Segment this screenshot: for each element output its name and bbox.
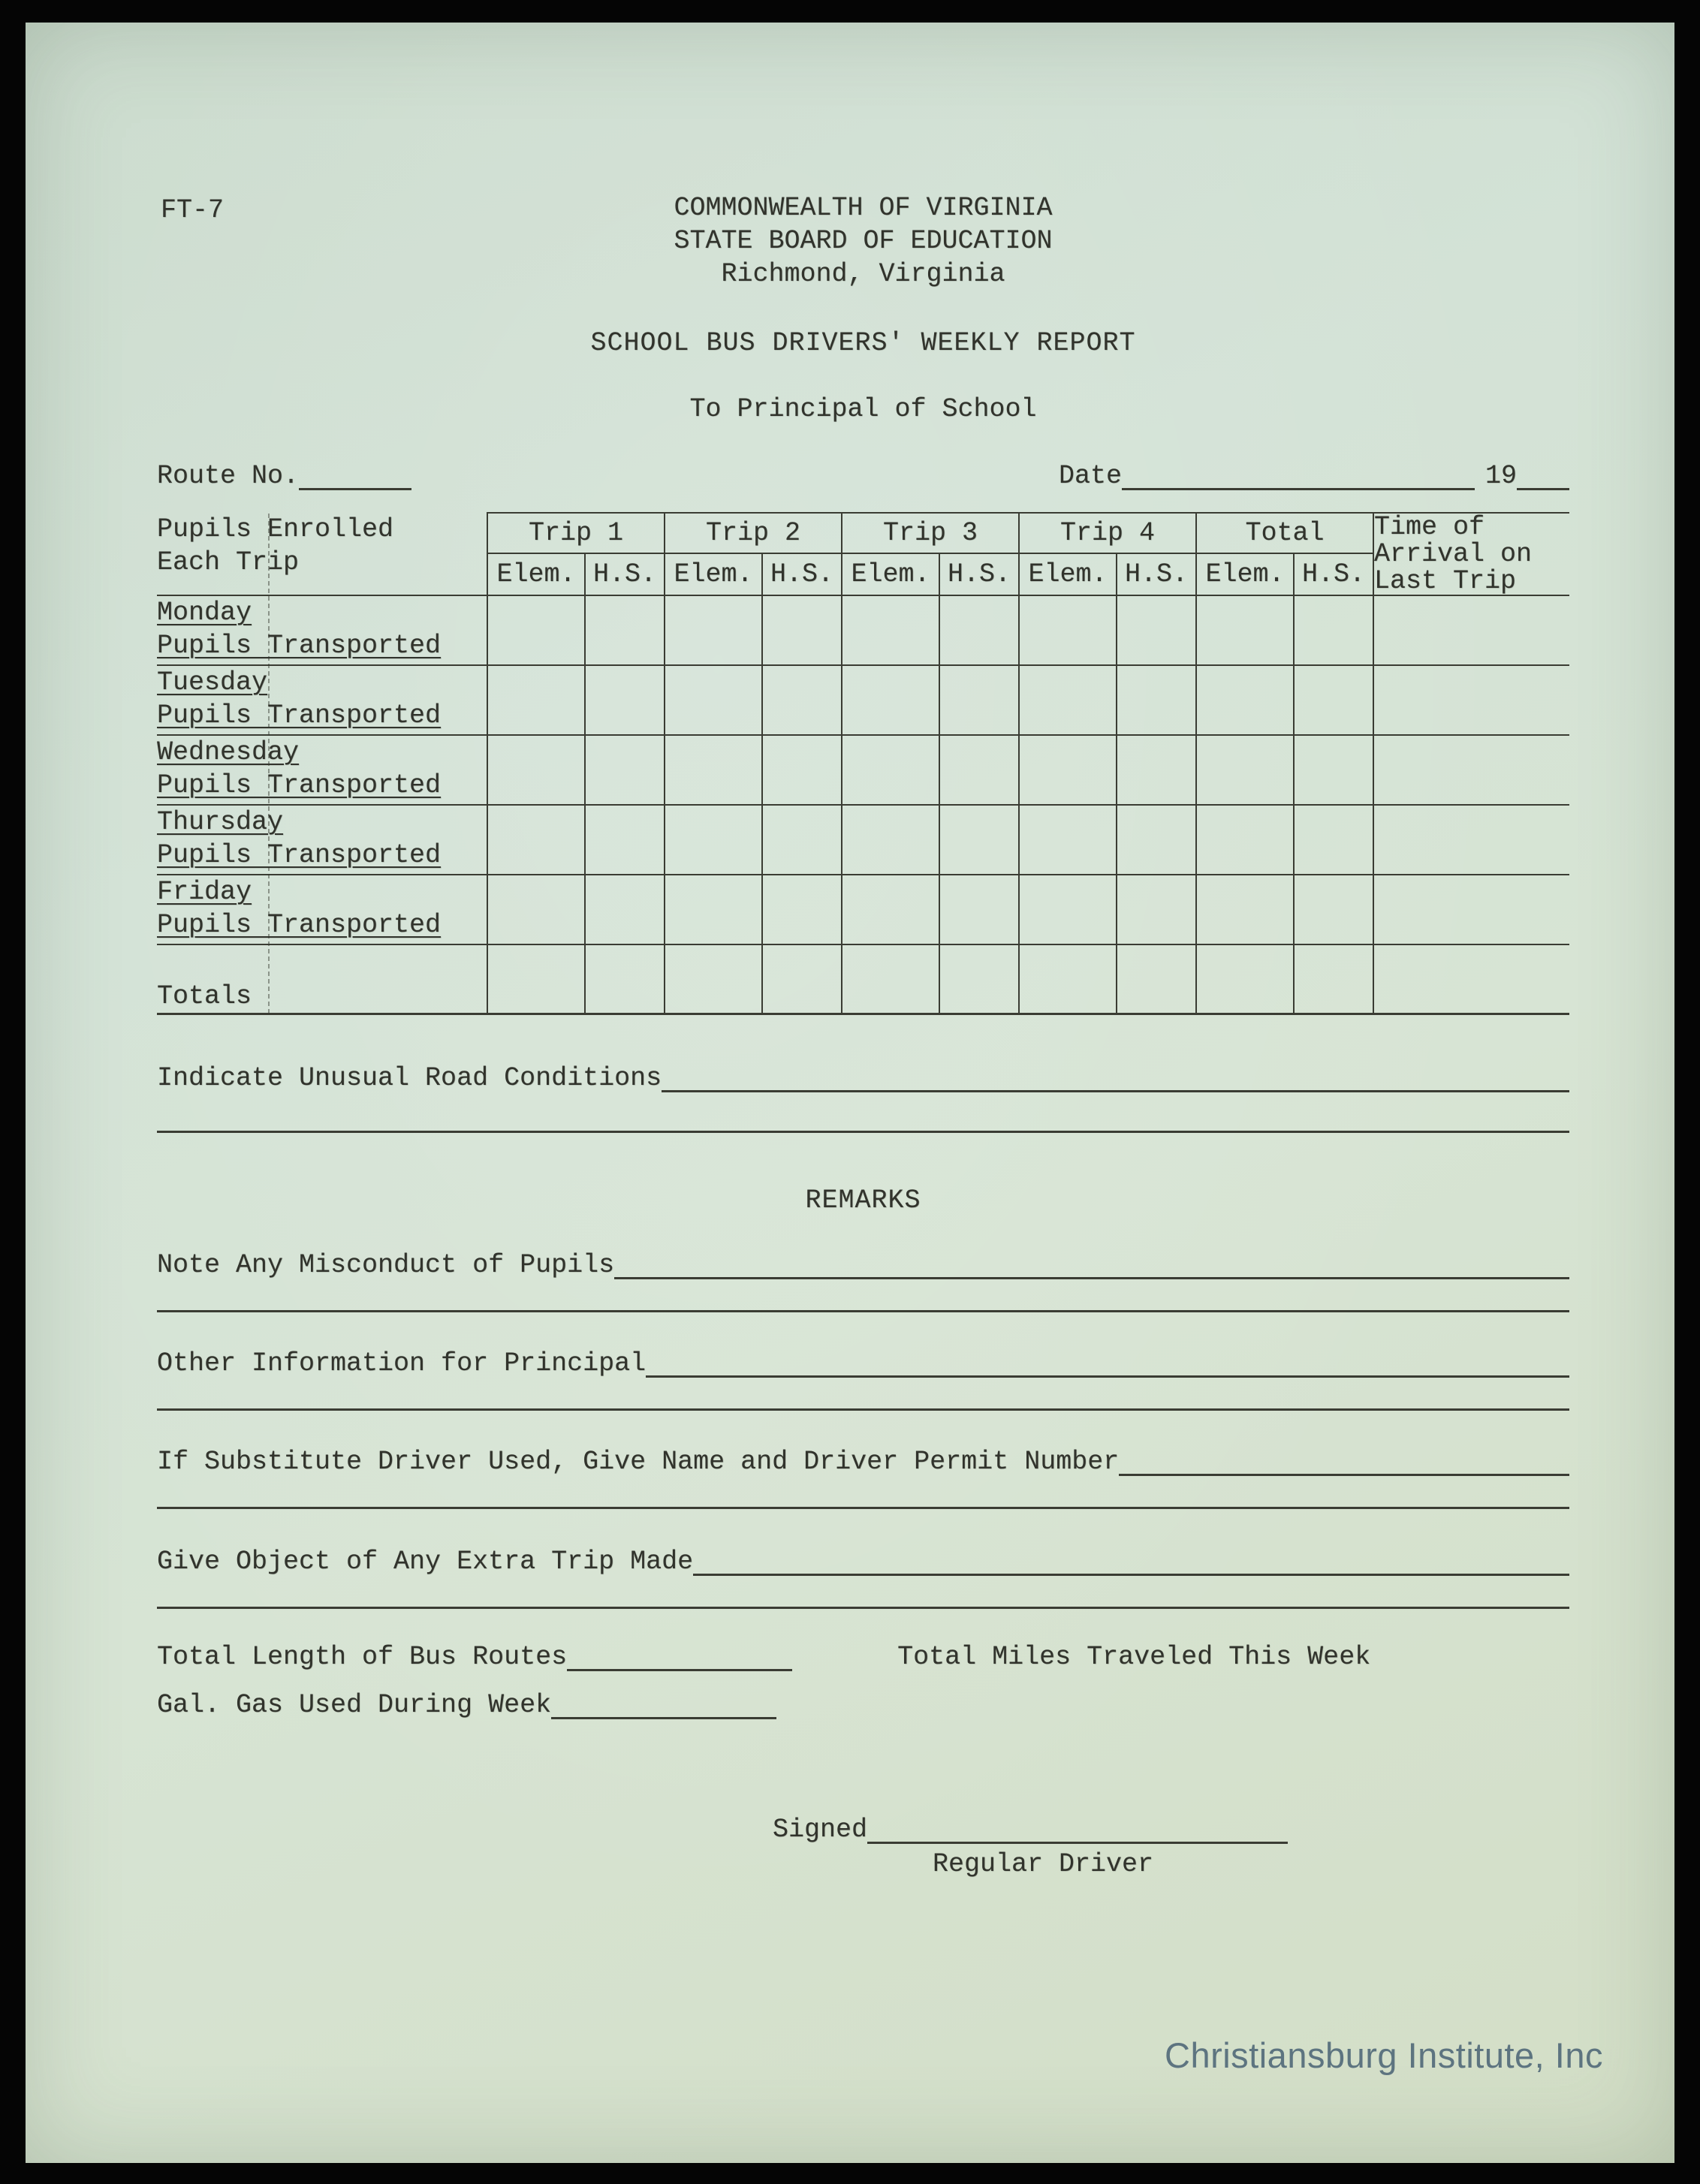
substitute-driver-field [157,1445,1569,1478]
table-cell [762,839,842,875]
transported-label-cell [157,908,487,944]
totals-label-cell [157,944,487,1014]
table-cell [1294,595,1373,629]
substitute-driver-label: If Substitute Driver Used, Give Name and Driver Permit Number [157,1446,1120,1477]
table-cell [842,629,939,665]
table-cell [665,908,762,944]
table-cell [939,629,1019,665]
table-cell [1019,839,1117,875]
ruled-line [157,1408,1569,1411]
table-cell [939,875,1019,908]
transported-label: Pupils Transported [157,840,442,870]
table-cell [487,769,585,805]
table-cell [842,665,939,699]
weekly-report-table [157,512,1569,1015]
transported-label: Pupils Transported [157,631,442,661]
table-row-transported [157,908,1569,944]
table-cell [665,944,762,1014]
table-row-transported [157,699,1569,735]
other-info-field [157,1347,1569,1380]
table-cell-time [1373,699,1569,735]
table-cell [762,875,842,908]
table-cell [665,805,762,839]
day-label-cell [157,735,487,769]
table-cell [842,735,939,769]
table-cell [762,595,842,629]
table-row-day [157,595,1569,629]
table-cell [1196,839,1294,875]
subcol-elem: Elem. [1196,553,1294,595]
transported-label-cell [157,839,487,875]
table-cell [1196,908,1294,944]
table-cell [1019,944,1117,1014]
table-cell [665,699,762,735]
table-cell [762,805,842,839]
transported-label-cell [157,769,487,805]
day-label: Monday [157,598,252,628]
day-label: Wednesday [157,737,300,767]
table-cell [1019,629,1117,665]
table-cell [1117,665,1196,699]
table-cell [939,769,1019,805]
form-code: FT-7 [161,195,225,225]
org-name: COMMONWEALTH OF VIRGINIA [674,193,1053,223]
day-label: Tuesday [157,667,268,697]
table-cell [1294,629,1373,665]
ruled-line [157,1607,1569,1609]
table-cell [1196,595,1294,629]
day-label: Thursday [157,807,284,837]
table-cell [939,595,1019,629]
subcol-elem: Elem. [487,553,585,595]
table-cell [1196,944,1294,1014]
table-cell [585,595,665,629]
table-cell [842,699,939,735]
table-row-transported [157,769,1569,805]
table-cell [762,629,842,665]
table-cell [665,595,762,629]
subcol-elem: Elem. [842,553,939,595]
table-cell [939,839,1019,875]
table-row-transported [157,629,1569,665]
transported-label-cell [157,699,487,735]
table-cell [1019,665,1117,699]
table-cell [1117,595,1196,629]
time-arrival-line2: Arrival on [1374,539,1533,569]
table-cell-time [1373,839,1569,875]
table-row-transported [157,839,1569,875]
table-cell [842,908,939,944]
subcol-elem: Elem. [1019,553,1117,595]
table-cell [1019,908,1117,944]
other-info-blank [646,1375,1569,1378]
route-no-field [157,459,411,493]
form-content [157,23,1569,2163]
table-cell [487,699,585,735]
table-cell [1117,908,1196,944]
signed-caption: Regular Driver [932,1848,1154,1879]
route-no-blank [299,488,411,490]
weekly-table-wrap [157,512,1569,1015]
transported-label: Pupils Transported [157,910,442,940]
table-cell [1196,665,1294,699]
table-cell [939,665,1019,699]
table-cell [585,875,665,908]
other-info-label: Other Information for Principal [157,1348,647,1378]
table-cell [585,908,665,944]
table-row-day [157,735,1569,769]
date-blank [1122,488,1475,490]
day-label-cell [157,595,487,629]
table-cell [762,735,842,769]
transported-label-cell [157,629,487,665]
ruled-line [157,1131,1569,1133]
extra-trip-label: Give Object of Any Extra Trip Made [157,1546,694,1577]
table-cell [1294,875,1373,908]
row-header-line2: Each Trip [157,547,300,577]
table-cell [1117,629,1196,665]
miles-week-label: Total Miles Traveled This Week [897,1641,1371,1672]
table-cell [1117,944,1196,1014]
route-no-label: Route No. [157,461,300,491]
table-cell [1117,769,1196,805]
day-label-cell [157,875,487,908]
table-cell-time [1373,908,1569,944]
table-cell-time [1373,944,1569,1014]
table-cell [842,805,939,839]
table-cell [665,875,762,908]
table-cell [1196,699,1294,735]
table-cell [1117,805,1196,839]
table-cell [487,944,585,1014]
table-cell [1019,699,1117,735]
table-cell [842,839,939,875]
col-group-total: Total [1196,513,1373,553]
table-cell [585,839,665,875]
time-arrival-line3: Last Trip [1374,566,1517,596]
gas-used-blank [551,1717,776,1719]
table-row-day [157,805,1569,839]
table-cell [487,595,585,629]
table-cell [665,629,762,665]
table-cell [762,699,842,735]
table-cell [842,595,939,629]
time-arrival-header [1373,513,1569,595]
col-group-trip4: Trip 4 [1019,513,1196,553]
date-field [1059,459,1569,493]
table-cell [487,908,585,944]
table-cell [665,665,762,699]
table-cell-time [1373,735,1569,769]
route-date-row [157,459,1569,493]
extra-trip-field [157,1545,1569,1578]
remarks-title: REMARKS [805,1185,921,1216]
transported-label: Pupils Transported [157,770,442,800]
subcol-elem: Elem. [665,553,762,595]
ruled-line [157,1310,1569,1312]
table-cell [939,805,1019,839]
table-cell [1294,735,1373,769]
time-arrival-line1: Time of [1374,512,1485,542]
table-cell [762,665,842,699]
table-cell [585,699,665,735]
table-cell [1117,699,1196,735]
day-label-cell [157,805,487,839]
misconduct-blank [614,1277,1569,1279]
table-cell [1019,595,1117,629]
table-cell [665,735,762,769]
table-cell [1294,665,1373,699]
road-conditions-label: Indicate Unusual Road Conditions [157,1062,662,1093]
table-cell [665,769,762,805]
route-length-blank [567,1669,792,1671]
table-cell [585,629,665,665]
table-cell [585,769,665,805]
table-cell-time [1373,595,1569,629]
table-cell [1294,805,1373,839]
table-cell [585,735,665,769]
day-label: Friday [157,877,252,907]
table-cell-time [1373,629,1569,665]
table-cell [665,839,762,875]
paper-sheet [26,23,1674,2163]
col-group-trip3: Trip 3 [842,513,1019,553]
transported-label: Pupils Transported [157,700,442,731]
road-conditions-blank [662,1090,1569,1092]
misconduct-label: Note Any Misconduct of Pupils [157,1249,615,1280]
col-group-trip2: Trip 2 [665,513,842,553]
table-cell [1196,735,1294,769]
signed-blank [867,1842,1288,1844]
col-group-trip1: Trip 1 [487,513,665,553]
form-title: SCHOOL BUS DRIVERS' WEEKLY REPORT [590,328,1136,358]
substitute-driver-blank [1119,1474,1569,1476]
date-label: Date [1058,461,1122,491]
row-header-cell [157,513,487,595]
totals-line-row [157,1640,1569,1673]
table-row-totals [157,944,1569,1014]
table-cell [842,944,939,1014]
table-cell [939,699,1019,735]
table-cell [1196,769,1294,805]
watermark-text: Christiansburg Institute, Inc [1165,2035,1603,2075]
subcol-hs: H.S. [1117,553,1196,595]
table-cell [762,908,842,944]
subcol-hs: H.S. [939,553,1019,595]
table-cell [1196,629,1294,665]
table-cell [1117,839,1196,875]
table-cell [1019,875,1117,908]
table-cell [1294,908,1373,944]
table-cell-time [1373,805,1569,839]
gas-used-label: Gal. Gas Used During Week [157,1689,552,1720]
form-subtitle: To Principal of School [689,394,1037,424]
subcol-hs: H.S. [1294,553,1373,595]
table-cell [1196,805,1294,839]
year-blank [1517,488,1569,490]
table-row-day [157,665,1569,699]
table-cell [487,629,585,665]
table-cell [1117,735,1196,769]
table-cell [1294,839,1373,875]
table-cell [762,944,842,1014]
year-prefix: 19 [1484,461,1517,491]
route-length-field [157,1640,792,1673]
org-department: STATE BOARD OF EDUCATION [674,226,1053,256]
table-cell [585,665,665,699]
table-cell [939,735,1019,769]
table-cell [1294,699,1373,735]
table-cell [939,944,1019,1014]
table-cell [487,735,585,769]
table-cell-time [1373,769,1569,805]
table-cell-time [1373,665,1569,699]
table-cell [487,875,585,908]
ruled-line [157,1507,1569,1509]
table-cell [842,769,939,805]
table-cell [1019,735,1117,769]
table-cell [585,944,665,1014]
table-cell [939,908,1019,944]
row-header-line1: Pupils Enrolled [157,514,394,544]
gas-used-field [157,1688,1569,1722]
table-cell [487,805,585,839]
signed-field [773,1813,1569,1846]
table-cell [1196,875,1294,908]
table-cell-time [1373,875,1569,908]
subcol-hs: H.S. [762,553,842,595]
table-cell [1294,944,1373,1014]
subcol-hs: H.S. [585,553,665,595]
table-row-day [157,875,1569,908]
extra-trip-blank [693,1574,1569,1576]
table-cell [585,805,665,839]
table-cell [1019,769,1117,805]
misconduct-field [157,1249,1569,1282]
table-cell [1019,805,1117,839]
table-cell [762,769,842,805]
table-cell [1294,769,1373,805]
miles-week-field [897,1640,1569,1673]
form-header [157,191,1569,291]
route-length-label: Total Length of Bus Routes [157,1641,568,1672]
table-cell [1117,875,1196,908]
table-cell [487,665,585,699]
day-label-cell [157,665,487,699]
road-conditions-field [157,1062,1569,1095]
signed-label: Signed [773,1814,868,1845]
totals-label: Totals [157,981,252,1011]
table-cell [487,839,585,875]
org-city: Richmond, Virginia [721,259,1005,289]
table-cell [842,875,939,908]
